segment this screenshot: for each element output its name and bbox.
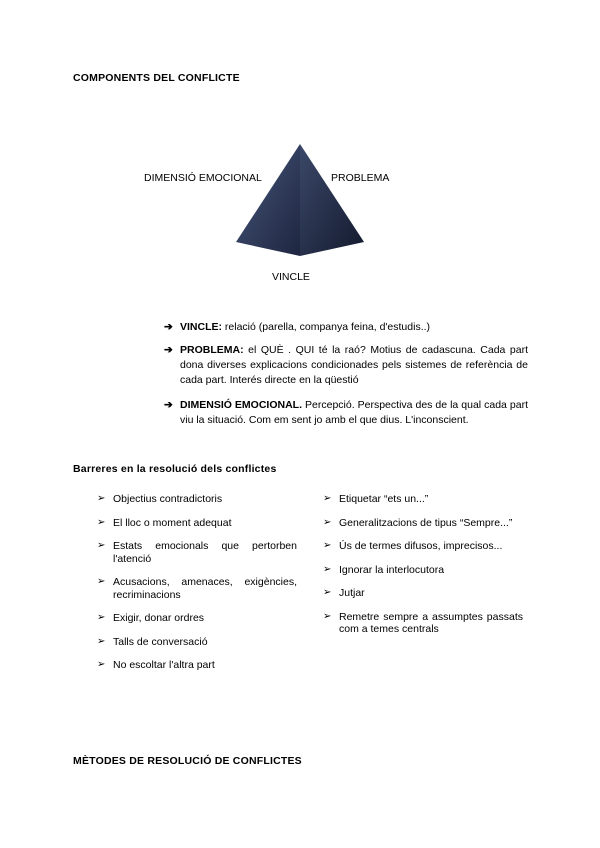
arrowhead-bullet-icon: ➢ bbox=[97, 493, 106, 504]
list-item: ➢ Ús de termes difusos, imprecisos... bbox=[323, 540, 503, 552]
pyramid-label-problem: PROBLEMA bbox=[331, 172, 390, 184]
arrowhead-bullet-icon: ➢ bbox=[323, 516, 332, 528]
definition-problem bbox=[164, 343, 528, 388]
list-item: ➢ Jutjar bbox=[323, 587, 365, 599]
section-title-components: COMPONENTS DEL CONFLICTE bbox=[73, 72, 240, 84]
arrowhead-bullet-icon: ➢ bbox=[97, 576, 106, 587]
list-item: ➢ Ignorar la interlocutora bbox=[323, 563, 445, 576]
list-item: ➢ Remetre sempre a assumptes passats com a temes centrals bbox=[323, 610, 523, 635]
list-item: ➢ Generalitzacions de tipus “Sempre...” bbox=[323, 516, 513, 529]
definition-term: PROBLEMA: bbox=[180, 344, 244, 356]
definition-text: el QUÈ . QUI té la raó? Motius de cadascuna. Cada part dona diverses explicacions condicionades pels sistemes de referència de cada part. Interés directe en la qüestió bbox=[180, 344, 528, 386]
arrowhead-bullet-icon: ➢ bbox=[97, 635, 106, 647]
list-item: ➢ Estats emocionals que pertorben l'atenció bbox=[97, 540, 297, 565]
arrowhead-bullet-icon: ➢ bbox=[323, 587, 332, 598]
arrowhead-bullet-icon: ➢ bbox=[323, 563, 332, 575]
arrow-icon: ➔ bbox=[164, 321, 173, 333]
arrow-icon: ➔ bbox=[164, 399, 173, 411]
pyramid-icon bbox=[232, 142, 368, 258]
pyramid-label-bond: VINCLE bbox=[272, 271, 310, 283]
list-item: ➢ Acusacions, amenaces, exigències, recriminacions bbox=[97, 576, 297, 601]
arrowhead-bullet-icon: ➢ bbox=[97, 612, 106, 623]
list-item: ➢ Etiquetar “ets un...” bbox=[323, 493, 429, 505]
definition-text: relació (parella, companya feina, d'estudis..) bbox=[222, 321, 431, 333]
list-item: ➢ No escoltar l'altra part bbox=[97, 659, 215, 671]
list-item: ➢ Objectius contradictoris bbox=[97, 493, 223, 505]
barriers-right-list bbox=[323, 493, 523, 647]
arrowhead-bullet-icon: ➢ bbox=[97, 659, 106, 670]
definition-term: DIMENSIÓ EMOCIONAL. bbox=[180, 399, 303, 411]
definition-bond bbox=[164, 320, 528, 335]
definition-emotional bbox=[164, 398, 528, 428]
barriers-left-list bbox=[97, 493, 297, 683]
arrowhead-bullet-icon: ➢ bbox=[323, 610, 332, 622]
arrowhead-bullet-icon: ➢ bbox=[323, 540, 332, 551]
pyramid-label-emotional: DIMENSIÓ EMOCIONAL bbox=[144, 172, 262, 184]
section-title-methods: MÈTODES DE RESOLUCIÓ DE CONFLICTES bbox=[73, 755, 302, 767]
definition-term: VINCLE: bbox=[180, 321, 222, 333]
arrowhead-bullet-icon: ➢ bbox=[97, 540, 106, 551]
arrowhead-bullet-icon: ➢ bbox=[97, 516, 106, 528]
list-item: ➢ Talls de conversació bbox=[97, 635, 208, 648]
list-item: ➢ Exigir, donar ordres bbox=[97, 612, 205, 624]
list-item: ➢ El lloc o moment adequat bbox=[97, 516, 232, 529]
arrowhead-bullet-icon: ➢ bbox=[323, 493, 332, 504]
arrow-icon: ➔ bbox=[164, 344, 173, 356]
definition-text: Percepció. Perspectiva des de la qual cada part viu la situació. Com em sent jo amb el que dius. L'inconscient. bbox=[180, 399, 528, 426]
section-title-barriers: Barreres en la resolució dels conflictes bbox=[73, 463, 277, 475]
